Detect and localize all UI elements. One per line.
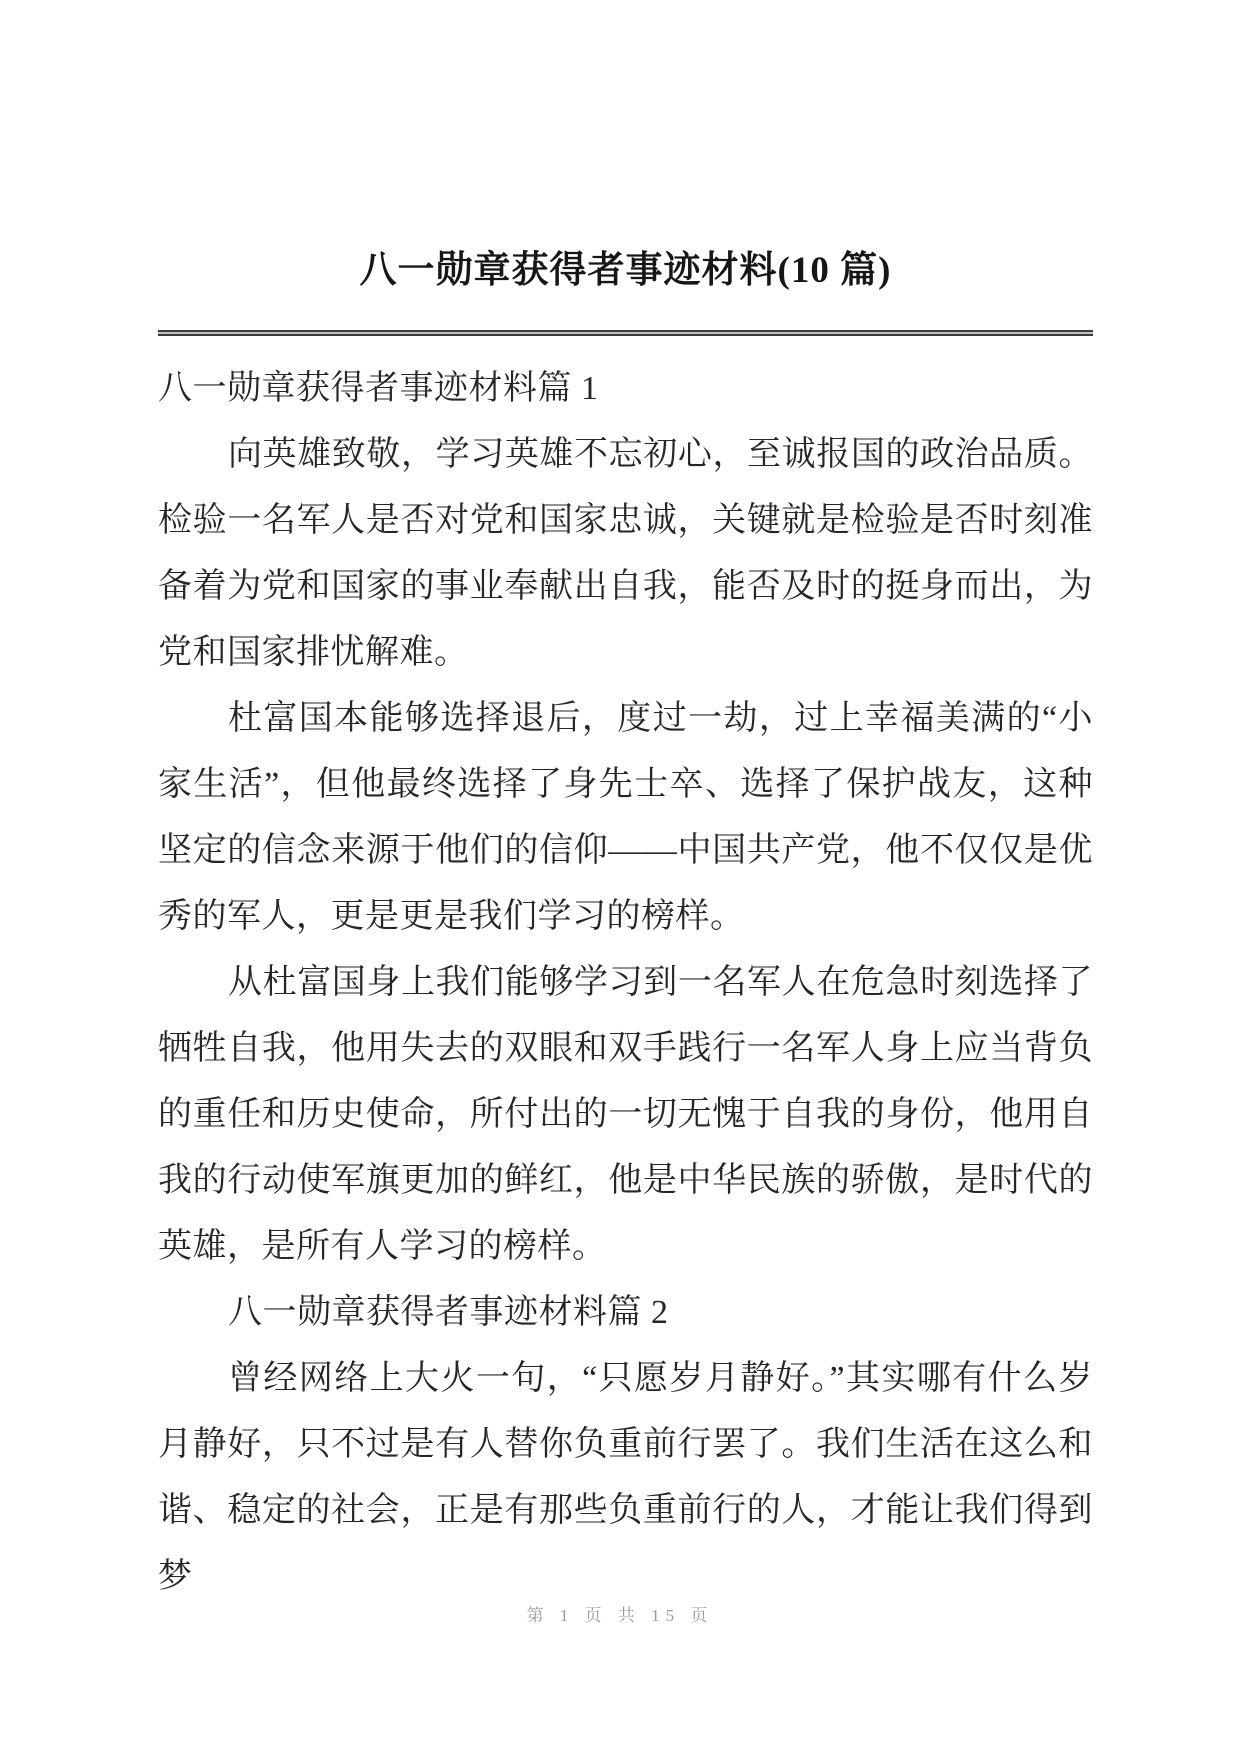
body-paragraph: 向英雄致敬，学习英雄不忘初心，至诚报国的政治品质。检验一名军人是否对党和国家忠诚，关键就是检验是否时刻准备着为党和国家的事业奉献出自我，能否及时的挺身而出，为党和国家排忧解难。 bbox=[158, 436, 1093, 671]
document-title: 八一勋章获得者事迹材料(10 篇) bbox=[359, 250, 892, 291]
section-heading-1: 八一勋章获得者事迹材料篇 1 bbox=[158, 370, 599, 407]
page-number-footer: 第 1 页 共 15 页 bbox=[526, 1606, 714, 1625]
body-paragraph: 杜富国本能够选择退后，度过一劫，过上幸福美满的“小家生活”，但他最终选择了身先士卒、选择了保护战友，这种坚定的信念来源于他们的信仰——中国共产党，他不仅仅是优秀的军人，更是更是我们学习的榜样。 bbox=[158, 700, 1093, 935]
section-heading-2: 八一勋章获得者事迹材料篇 2 bbox=[228, 1294, 669, 1331]
body-paragraph: 从杜富国身上我们能够学习到一名军人在危急时刻选择了牺牲自我，他用失去的双眼和双手践行一名军人身上应当背负的重任和历史使命，所付出的一切无愧于自我的身份，他用自我的行动使军旗更加的鲜红，他是中华民族的骄傲，是时代的英雄，是所有人学习的榜样。 bbox=[158, 964, 1093, 1265]
title-divider bbox=[158, 330, 1093, 336]
page-content-area bbox=[158, 0, 1093, 1610]
divider-bottom-line bbox=[158, 334, 1093, 336]
document-body bbox=[158, 356, 1093, 1610]
body-paragraph: 曾经网络上大火一句，“只愿岁月静好。”其实哪有什么岁月静好，只不过是有人替你负重前行罢了。我们生活在这么和谐、稳定的社会，正是有那些负重前行的人，才能让我们得到梦 bbox=[158, 1360, 1093, 1595]
